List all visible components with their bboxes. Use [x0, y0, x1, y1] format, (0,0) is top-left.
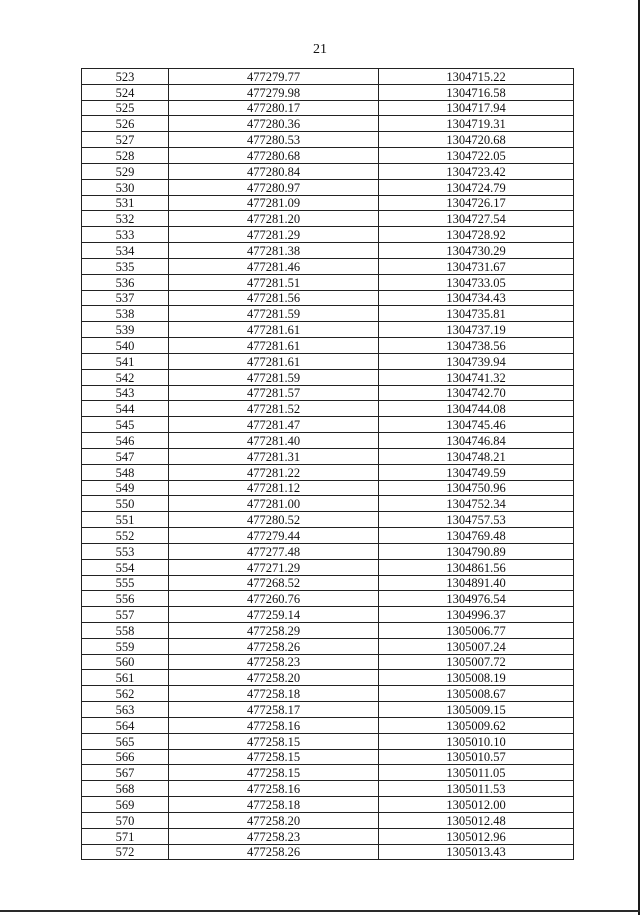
point-number-cell: 528	[82, 148, 169, 164]
x-coordinate-cell: 477260.76	[169, 591, 379, 607]
table-row	[82, 575, 574, 591]
x-coordinate-cell: 477258.15	[169, 765, 379, 781]
coordinates-table	[81, 68, 574, 860]
x-coordinate-cell: 477258.15	[169, 749, 379, 765]
table-row	[82, 670, 574, 686]
x-coordinate-cell: 477280.36	[169, 116, 379, 132]
y-coordinate-cell: 1304728.92	[379, 227, 574, 243]
table-row	[82, 258, 574, 274]
table-row	[82, 148, 574, 164]
x-coordinate-cell: 477258.26	[169, 844, 379, 860]
y-coordinate-cell: 1304733.05	[379, 274, 574, 290]
point-number-cell: 570	[82, 812, 169, 828]
y-coordinate-cell: 1304744.08	[379, 401, 574, 417]
table-row	[82, 322, 574, 338]
x-coordinate-cell: 477281.51	[169, 274, 379, 290]
y-coordinate-cell: 1305009.15	[379, 702, 574, 718]
table-row	[82, 512, 574, 528]
y-coordinate-cell: 1304738.56	[379, 338, 574, 354]
y-coordinate-cell: 1305011.53	[379, 781, 574, 797]
table-row	[82, 496, 574, 512]
point-number-cell: 551	[82, 512, 169, 528]
table-row	[82, 100, 574, 116]
table-row	[82, 84, 574, 100]
point-number-cell: 546	[82, 433, 169, 449]
table-row	[82, 274, 574, 290]
table-row	[82, 69, 574, 85]
x-coordinate-cell: 477281.31	[169, 448, 379, 464]
x-coordinate-cell: 477281.59	[169, 306, 379, 322]
y-coordinate-cell: 1305008.19	[379, 670, 574, 686]
table-row	[82, 179, 574, 195]
y-coordinate-cell: 1304861.56	[379, 559, 574, 575]
x-coordinate-cell: 477281.59	[169, 369, 379, 385]
x-coordinate-cell: 477281.61	[169, 353, 379, 369]
x-coordinate-cell: 477281.20	[169, 211, 379, 227]
point-number-cell: 534	[82, 243, 169, 259]
point-number-cell: 566	[82, 749, 169, 765]
y-coordinate-cell: 1305007.24	[379, 638, 574, 654]
table-row	[82, 417, 574, 433]
x-coordinate-cell: 477281.47	[169, 417, 379, 433]
x-coordinate-cell: 477280.17	[169, 100, 379, 116]
table-row	[82, 686, 574, 702]
point-number-cell: 554	[82, 559, 169, 575]
x-coordinate-cell: 477281.46	[169, 258, 379, 274]
point-number-cell: 549	[82, 480, 169, 496]
point-number-cell: 544	[82, 401, 169, 417]
x-coordinate-cell: 477258.15	[169, 733, 379, 749]
y-coordinate-cell: 1304716.58	[379, 84, 574, 100]
table-row	[82, 797, 574, 813]
x-coordinate-cell: 477281.38	[169, 243, 379, 259]
point-number-cell: 572	[82, 844, 169, 860]
x-coordinate-cell: 477281.40	[169, 433, 379, 449]
x-coordinate-cell: 477280.53	[169, 132, 379, 148]
table-row	[82, 227, 574, 243]
x-coordinate-cell: 477280.52	[169, 512, 379, 528]
x-coordinate-cell: 477280.97	[169, 179, 379, 195]
table-row	[82, 844, 574, 860]
x-coordinate-cell: 477258.20	[169, 670, 379, 686]
y-coordinate-cell: 1305008.67	[379, 686, 574, 702]
x-coordinate-cell: 477258.16	[169, 717, 379, 733]
y-coordinate-cell: 1304720.68	[379, 132, 574, 148]
point-number-cell: 527	[82, 132, 169, 148]
point-number-cell: 558	[82, 622, 169, 638]
y-coordinate-cell: 1304734.43	[379, 290, 574, 306]
y-coordinate-cell: 1304731.67	[379, 258, 574, 274]
x-coordinate-cell: 477258.23	[169, 828, 379, 844]
table-row	[82, 163, 574, 179]
y-coordinate-cell: 1304748.21	[379, 448, 574, 464]
table-row	[82, 733, 574, 749]
table-row	[82, 749, 574, 765]
x-coordinate-cell: 477280.84	[169, 163, 379, 179]
x-coordinate-cell: 477258.26	[169, 638, 379, 654]
x-coordinate-cell: 477279.98	[169, 84, 379, 100]
point-number-cell: 556	[82, 591, 169, 607]
y-coordinate-cell: 1304719.31	[379, 116, 574, 132]
point-number-cell: 557	[82, 607, 169, 623]
x-coordinate-cell: 477258.29	[169, 622, 379, 638]
y-coordinate-cell: 1304752.34	[379, 496, 574, 512]
point-number-cell: 564	[82, 717, 169, 733]
point-number-cell: 567	[82, 765, 169, 781]
point-number-cell: 531	[82, 195, 169, 211]
point-number-cell: 561	[82, 670, 169, 686]
x-coordinate-cell: 477281.29	[169, 227, 379, 243]
table-row	[82, 132, 574, 148]
x-coordinate-cell: 477281.52	[169, 401, 379, 417]
point-number-cell: 563	[82, 702, 169, 718]
point-number-cell: 548	[82, 464, 169, 480]
table-row	[82, 543, 574, 559]
point-number-cell: 539	[82, 322, 169, 338]
point-number-cell: 537	[82, 290, 169, 306]
y-coordinate-cell: 1304746.84	[379, 433, 574, 449]
y-coordinate-cell: 1304727.54	[379, 211, 574, 227]
table-row	[82, 654, 574, 670]
x-coordinate-cell: 477258.18	[169, 686, 379, 702]
point-number-cell: 571	[82, 828, 169, 844]
point-number-cell: 565	[82, 733, 169, 749]
table-row	[82, 243, 574, 259]
table-row	[82, 607, 574, 623]
x-coordinate-cell: 477281.12	[169, 480, 379, 496]
table-row	[82, 528, 574, 544]
y-coordinate-cell: 1304735.81	[379, 306, 574, 322]
point-number-cell: 553	[82, 543, 169, 559]
x-coordinate-cell: 477277.48	[169, 543, 379, 559]
y-coordinate-cell: 1304715.22	[379, 69, 574, 85]
point-number-cell: 540	[82, 338, 169, 354]
y-coordinate-cell: 1304739.94	[379, 353, 574, 369]
point-number-cell: 535	[82, 258, 169, 274]
table-row	[82, 702, 574, 718]
y-coordinate-cell: 1305006.77	[379, 622, 574, 638]
table-row	[82, 353, 574, 369]
y-coordinate-cell: 1304745.46	[379, 417, 574, 433]
y-coordinate-cell: 1304726.17	[379, 195, 574, 211]
y-coordinate-cell: 1305012.00	[379, 797, 574, 813]
y-coordinate-cell: 1304730.29	[379, 243, 574, 259]
x-coordinate-cell: 477279.77	[169, 69, 379, 85]
table-row	[82, 385, 574, 401]
table-row	[82, 812, 574, 828]
page-number: 21	[313, 42, 327, 57]
y-coordinate-cell: 1305010.10	[379, 733, 574, 749]
table-row	[82, 290, 574, 306]
x-coordinate-cell: 477258.18	[169, 797, 379, 813]
point-number-cell: 530	[82, 179, 169, 195]
y-coordinate-cell: 1304757.53	[379, 512, 574, 528]
point-number-cell: 532	[82, 211, 169, 227]
point-number-cell: 529	[82, 163, 169, 179]
y-coordinate-cell: 1304749.59	[379, 464, 574, 480]
y-coordinate-cell: 1305007.72	[379, 654, 574, 670]
x-coordinate-cell: 477281.09	[169, 195, 379, 211]
table-row	[82, 369, 574, 385]
x-coordinate-cell: 477281.61	[169, 322, 379, 338]
point-number-cell: 552	[82, 528, 169, 544]
table-row	[82, 559, 574, 575]
table-row	[82, 116, 574, 132]
point-number-cell: 523	[82, 69, 169, 85]
x-coordinate-cell: 477258.16	[169, 781, 379, 797]
point-number-cell: 569	[82, 797, 169, 813]
point-number-cell: 543	[82, 385, 169, 401]
y-coordinate-cell: 1304717.94	[379, 100, 574, 116]
table-row	[82, 765, 574, 781]
y-coordinate-cell: 1304724.79	[379, 179, 574, 195]
y-coordinate-cell: 1305009.62	[379, 717, 574, 733]
x-coordinate-cell: 477258.23	[169, 654, 379, 670]
x-coordinate-cell: 477281.61	[169, 338, 379, 354]
y-coordinate-cell: 1304722.05	[379, 148, 574, 164]
x-coordinate-cell: 477258.20	[169, 812, 379, 828]
y-coordinate-cell: 1305012.48	[379, 812, 574, 828]
point-number-cell: 526	[82, 116, 169, 132]
x-coordinate-cell: 477281.22	[169, 464, 379, 480]
y-coordinate-cell: 1305012.96	[379, 828, 574, 844]
point-number-cell: 568	[82, 781, 169, 797]
point-number-cell: 542	[82, 369, 169, 385]
table-row	[82, 622, 574, 638]
point-number-cell: 538	[82, 306, 169, 322]
x-coordinate-cell: 477279.44	[169, 528, 379, 544]
table-row	[82, 401, 574, 417]
y-coordinate-cell: 1304750.96	[379, 480, 574, 496]
table-row	[82, 306, 574, 322]
point-number-cell: 555	[82, 575, 169, 591]
x-coordinate-cell: 477281.57	[169, 385, 379, 401]
scan-edge-bottom	[0, 910, 640, 912]
point-number-cell: 525	[82, 100, 169, 116]
x-coordinate-cell: 477281.00	[169, 496, 379, 512]
table-row	[82, 338, 574, 354]
table-row	[82, 195, 574, 211]
y-coordinate-cell: 1304996.37	[379, 607, 574, 623]
point-number-cell: 560	[82, 654, 169, 670]
table-row	[82, 433, 574, 449]
x-coordinate-cell: 477271.29	[169, 559, 379, 575]
y-coordinate-cell: 1304891.40	[379, 575, 574, 591]
point-number-cell: 562	[82, 686, 169, 702]
y-coordinate-cell: 1304790.89	[379, 543, 574, 559]
x-coordinate-cell: 477268.52	[169, 575, 379, 591]
point-number-cell: 524	[82, 84, 169, 100]
x-coordinate-cell: 477259.14	[169, 607, 379, 623]
table-row	[82, 828, 574, 844]
y-coordinate-cell: 1304742.70	[379, 385, 574, 401]
point-number-cell: 541	[82, 353, 169, 369]
point-number-cell: 547	[82, 448, 169, 464]
table-row	[82, 211, 574, 227]
y-coordinate-cell: 1304976.54	[379, 591, 574, 607]
y-coordinate-cell: 1305013.43	[379, 844, 574, 860]
coordinates-table-body	[82, 69, 574, 860]
y-coordinate-cell: 1304769.48	[379, 528, 574, 544]
table-row	[82, 480, 574, 496]
x-coordinate-cell: 477258.17	[169, 702, 379, 718]
table-row	[82, 448, 574, 464]
y-coordinate-cell: 1304737.19	[379, 322, 574, 338]
y-coordinate-cell: 1304723.42	[379, 163, 574, 179]
point-number-cell: 536	[82, 274, 169, 290]
table-row	[82, 717, 574, 733]
table-row	[82, 591, 574, 607]
y-coordinate-cell: 1305010.57	[379, 749, 574, 765]
y-coordinate-cell: 1305011.05	[379, 765, 574, 781]
point-number-cell: 559	[82, 638, 169, 654]
y-coordinate-cell: 1304741.32	[379, 369, 574, 385]
point-number-cell: 550	[82, 496, 169, 512]
x-coordinate-cell: 477280.68	[169, 148, 379, 164]
x-coordinate-cell: 477281.56	[169, 290, 379, 306]
table-row	[82, 464, 574, 480]
point-number-cell: 545	[82, 417, 169, 433]
point-number-cell: 533	[82, 227, 169, 243]
table-row	[82, 781, 574, 797]
table-row	[82, 638, 574, 654]
